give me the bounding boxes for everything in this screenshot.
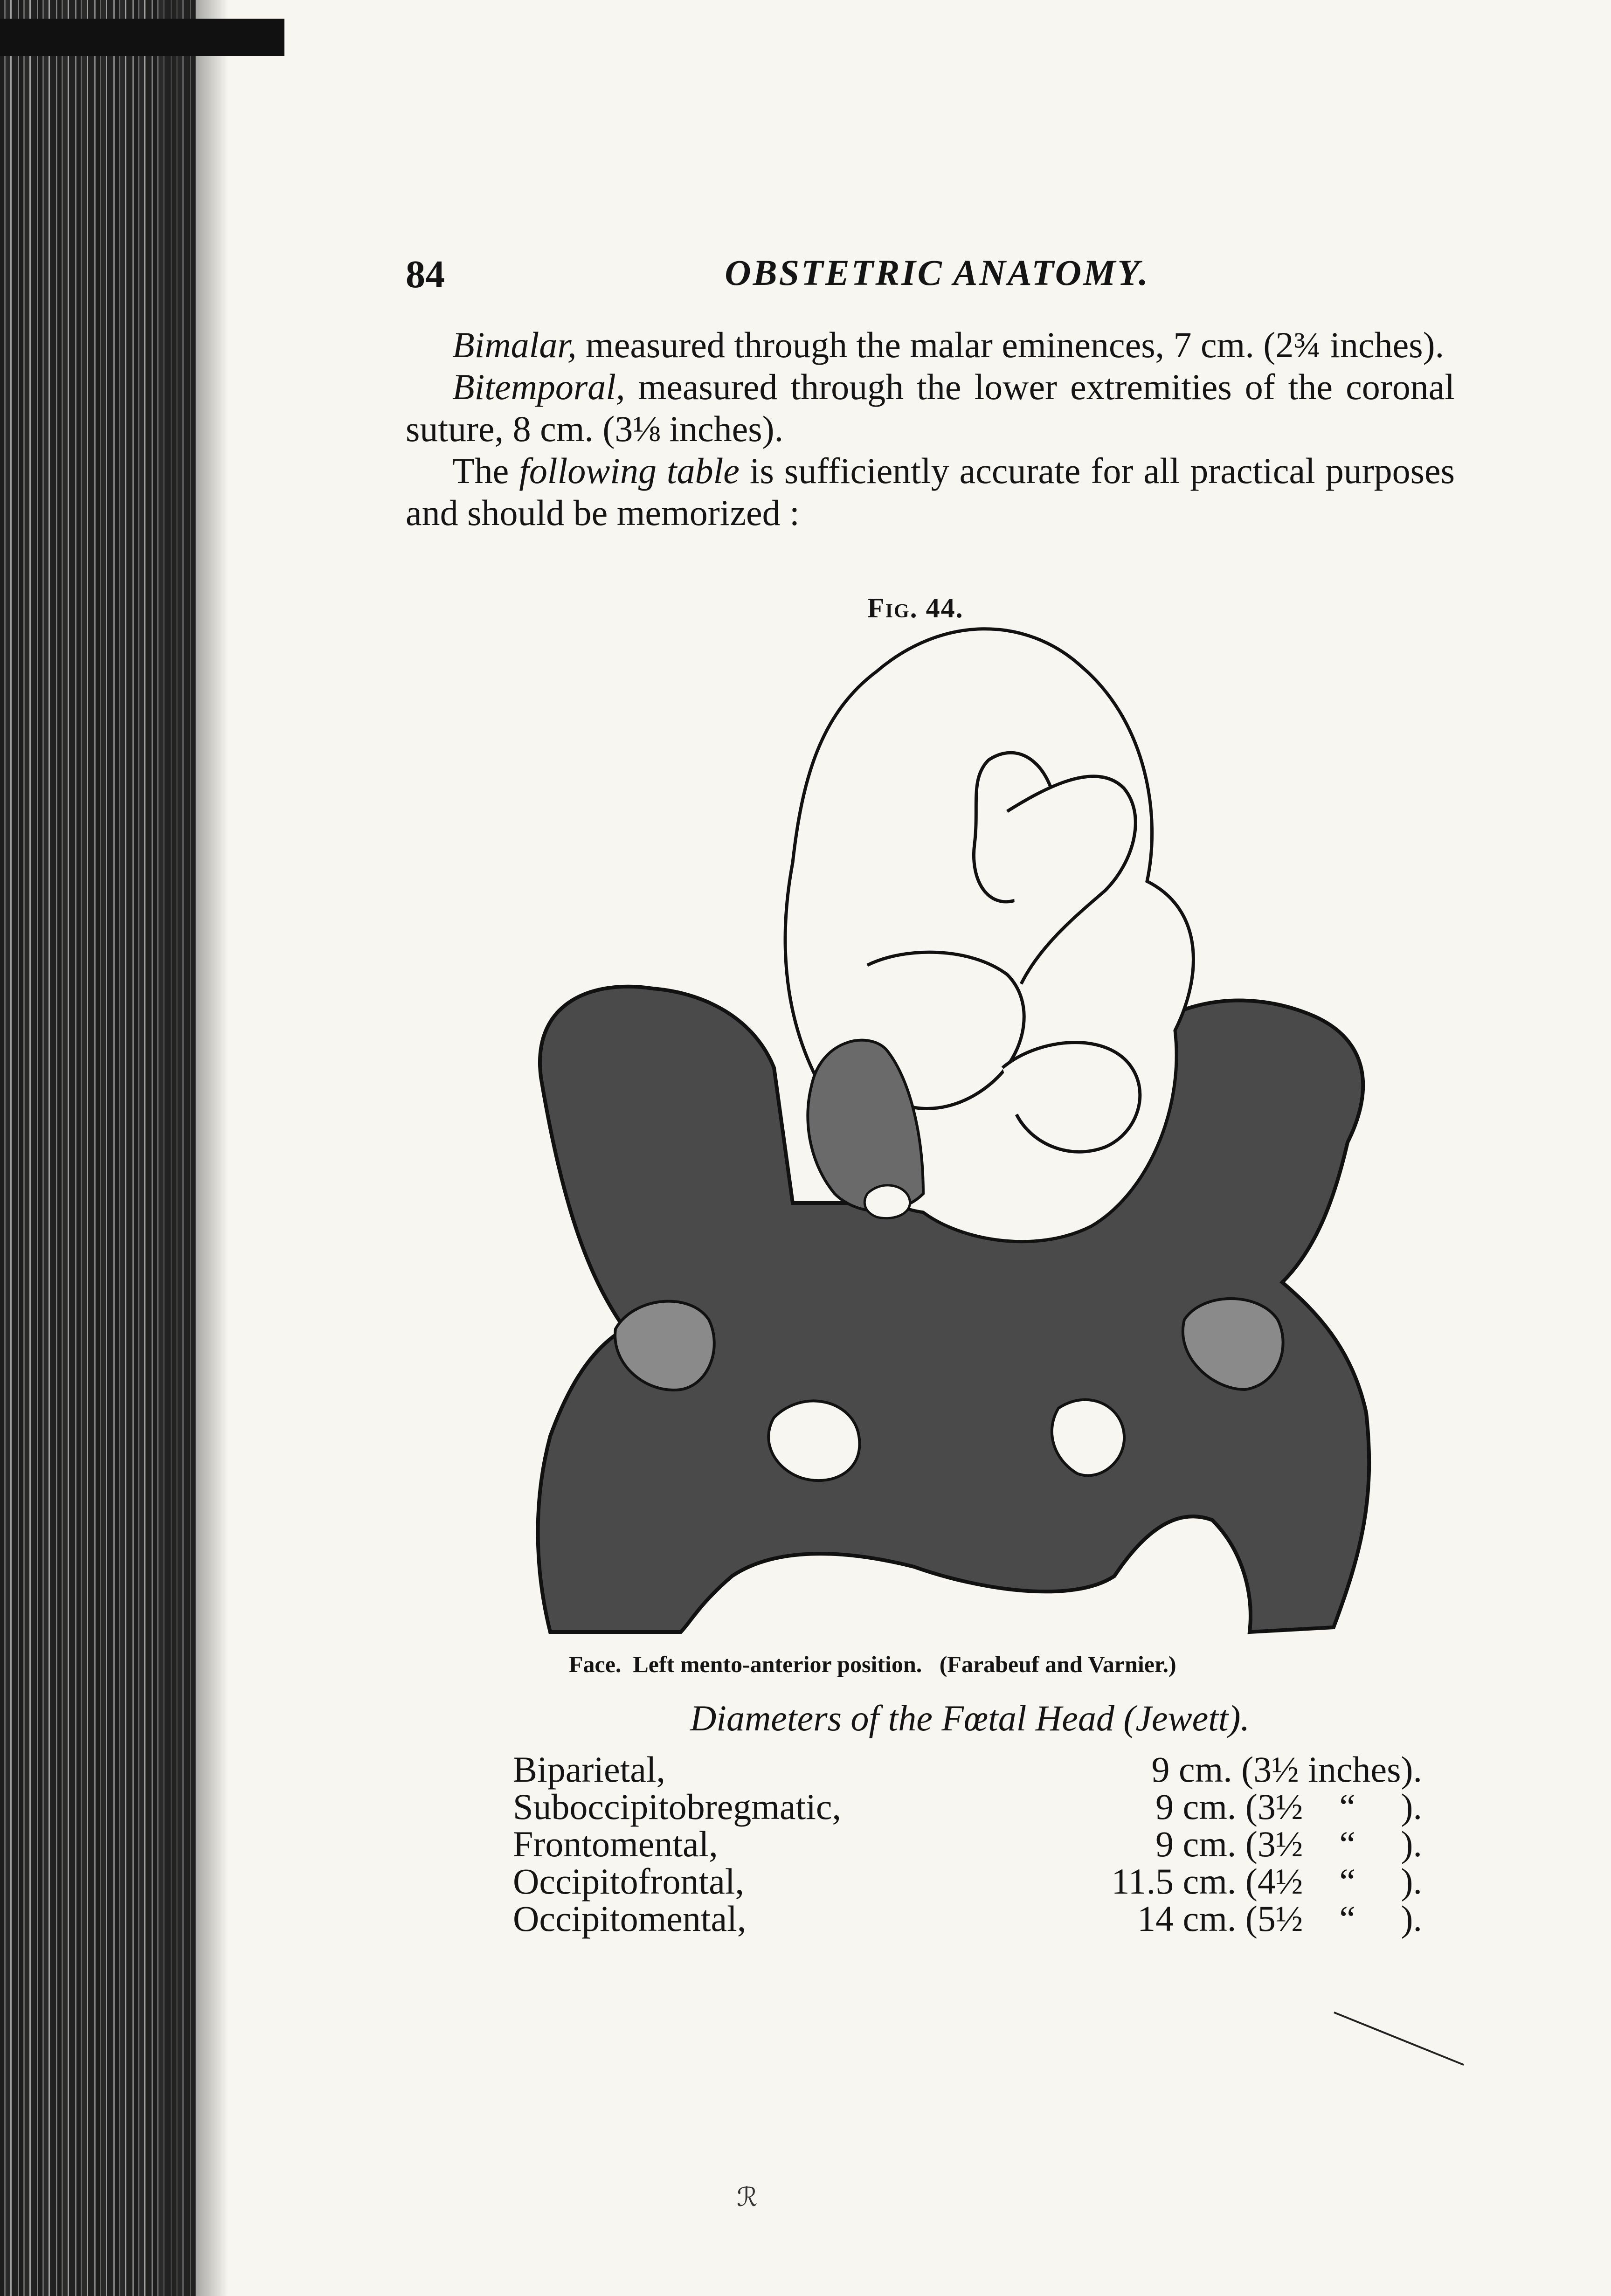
pencil-stroke-mark — [1334, 2012, 1464, 2066]
diameter-value: 14 cm. (5½ “ ). — [1137, 1898, 1422, 1939]
caption-main: Face. Left mento-anterior position. — [569, 1651, 922, 1677]
table-row — [513, 1900, 1422, 1937]
diameter-name: Frontomental, — [513, 1824, 718, 1864]
running-title: OBSTETRIC ANATOMY. — [725, 252, 1150, 293]
term-bitemporal: Bitemporal, — [452, 367, 625, 407]
table-row — [513, 1751, 1422, 1788]
table-row — [513, 1826, 1422, 1863]
diameter-value: 11.5 cm. (4½ “ ). — [1111, 1861, 1422, 1902]
diameter-name: Suboccipitobregmatic, — [513, 1786, 841, 1827]
paragraph-following-table — [406, 450, 1455, 534]
table-row — [513, 1863, 1422, 1900]
figure-label: Fig. 44. — [867, 593, 964, 623]
figure-illustration — [513, 620, 1399, 1651]
table-row — [513, 1788, 1422, 1826]
scan-artifact-bar — [0, 19, 284, 56]
footer-signature-mark: ℛ — [737, 2183, 758, 2212]
paragraph-lead: The — [452, 450, 519, 491]
diameter-name: Occipitomental, — [513, 1898, 747, 1939]
diameter-name: Biparietal, — [513, 1749, 666, 1790]
diameters-table — [513, 1751, 1422, 1937]
page-number: 84 — [406, 253, 445, 296]
term-following-table: following table — [519, 450, 740, 491]
paragraph-text: is sufficiently accurate for all practical purposes and should be memorized : — [406, 450, 1455, 533]
diameter-value: 9 cm. (3½ “ ). — [1155, 1786, 1422, 1827]
diameter-name: Occipitofrontal, — [513, 1861, 744, 1902]
diameter-value: 9 cm. (3½ inches). — [1151, 1749, 1422, 1790]
diameter-value: 9 cm. (3½ “ ). — [1155, 1824, 1422, 1864]
fetus-ear — [864, 1185, 910, 1218]
caption-source: (Farabeuf and Varnier.) — [939, 1651, 1176, 1677]
page-header — [406, 252, 1469, 308]
paragraph-text: measured through the malar eminences, 7 cm. (2¾ inches). — [576, 325, 1445, 365]
term-bimalar: Bimalar, — [452, 325, 577, 365]
body-text — [406, 324, 1455, 534]
paragraph-text: measured through the lower extremities of the coronal suture, 8 cm. (3⅛ inches). — [406, 367, 1455, 449]
paragraph-bimalar — [406, 324, 1455, 366]
paragraph-bitemporal — [406, 366, 1455, 450]
table-title: Diameters of the Fœtal Head (Jewett). — [690, 1698, 1250, 1738]
binding-gutter-shadow — [0, 0, 196, 2296]
figure-caption — [569, 1651, 1408, 1678]
